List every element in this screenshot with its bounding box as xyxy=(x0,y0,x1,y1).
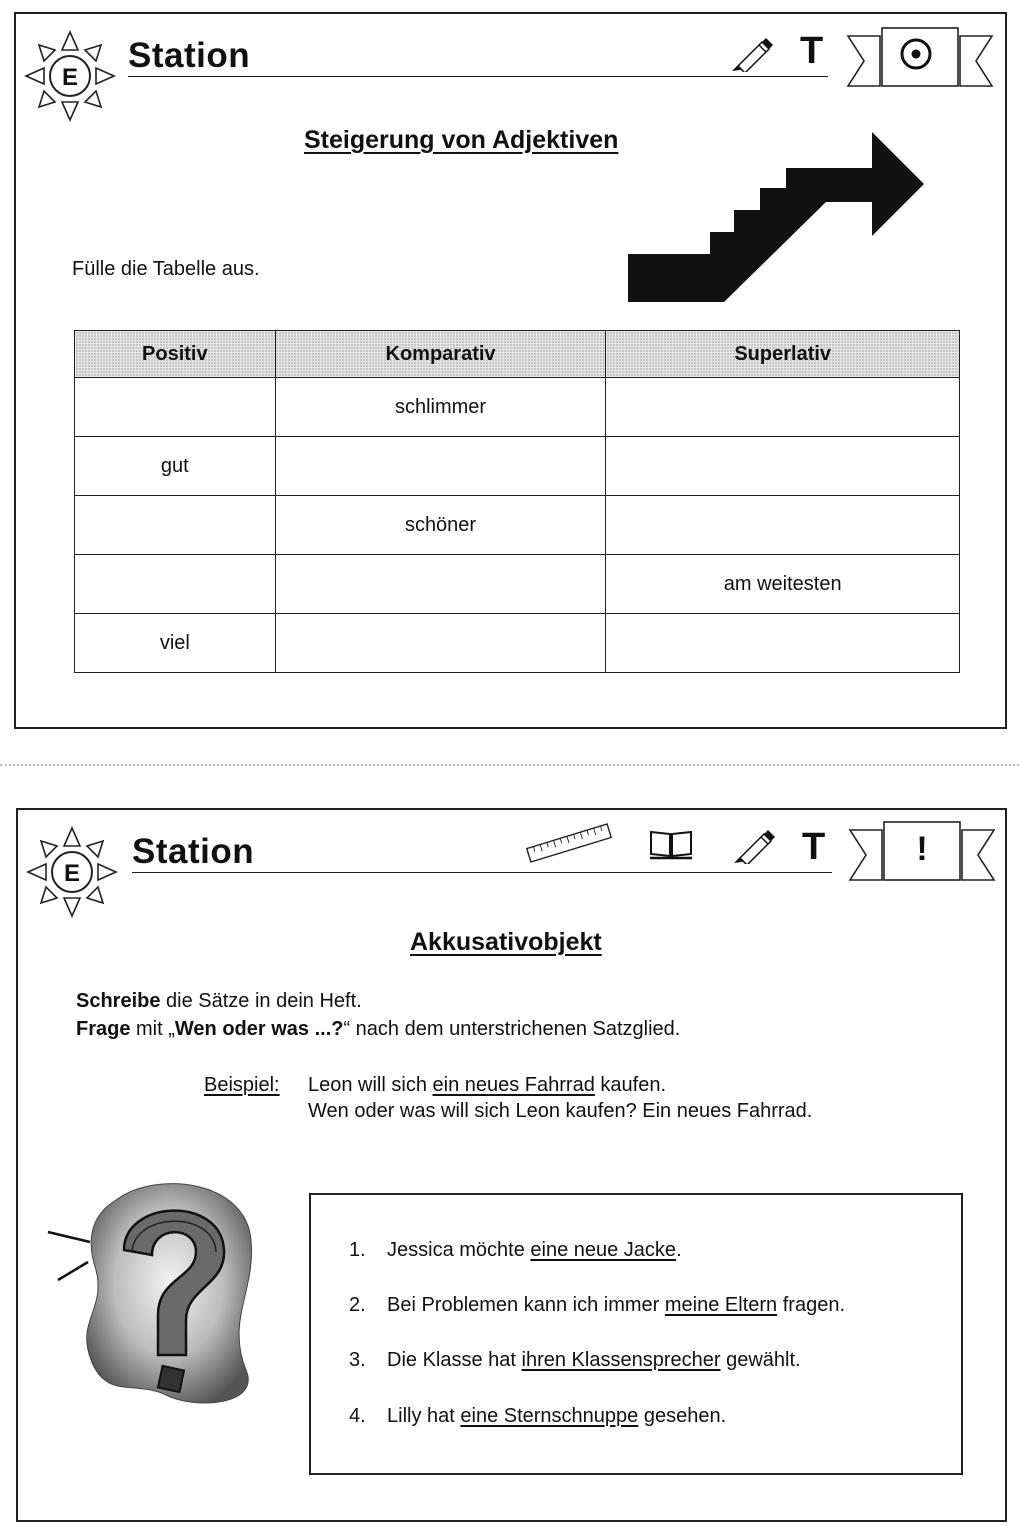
table-cell[interactable] xyxy=(75,496,276,555)
table-cell[interactable] xyxy=(606,614,960,673)
example-label: Beispiel: xyxy=(204,1074,280,1096)
ruler-icon xyxy=(524,820,614,866)
instruction-line-1: Schreibe die Sätze in dein Heft. xyxy=(76,990,362,1012)
column-header: Komparativ xyxy=(275,331,606,378)
table-cell[interactable]: viel xyxy=(75,614,276,673)
table-cell[interactable]: schlimmer xyxy=(275,378,606,437)
exercise-item: 4. Lilly hat eine Sternschnuppe gesehen. xyxy=(349,1405,727,1427)
table-cell[interactable] xyxy=(606,437,960,496)
table-cell[interactable] xyxy=(606,496,960,555)
table-cell[interactable] xyxy=(275,437,606,496)
sun-badge-icon xyxy=(24,824,120,920)
instruction-line-2: Frage mit „Wen oder was ...?“ nach dem unterstrichenen Satzglied. xyxy=(76,1018,681,1040)
instruction-text: Fülle die Tabelle aus. xyxy=(72,258,260,280)
exercise-item: 3. Die Klasse hat ihren Klassensprecher gewählt. xyxy=(349,1349,801,1371)
table-cell[interactable] xyxy=(606,378,960,437)
svg-text:E: E xyxy=(63,860,81,887)
example-line-2: Wen oder was will sich Leon kaufen? Ein neues Fahrrad. xyxy=(308,1100,813,1122)
stairs-arrow-icon xyxy=(628,132,924,304)
table-cell[interactable] xyxy=(75,555,276,614)
comparison-table xyxy=(74,330,960,673)
station-card-accusative xyxy=(16,808,1007,1522)
table-row xyxy=(75,378,960,437)
pencil-icon xyxy=(734,828,776,864)
card-heading: Steigerung von Adjektiven xyxy=(304,126,619,154)
title-rule xyxy=(128,76,828,77)
table-header-row xyxy=(75,331,960,378)
table-row xyxy=(75,614,960,673)
station-card-adjectives xyxy=(14,12,1007,729)
table-cell[interactable]: am weitesten xyxy=(606,555,960,614)
column-header: Superlativ xyxy=(606,331,960,378)
table-cell[interactable]: schöner xyxy=(275,496,606,555)
teacher-check-label: T xyxy=(800,30,824,72)
card-heading: Akkusativobjekt xyxy=(410,928,602,956)
column-header: Positiv xyxy=(75,331,276,378)
example-line-1: Leon will sich ein neues Fahrrad kaufen. xyxy=(308,1074,667,1096)
cut-line-divider xyxy=(0,764,1019,766)
exercise-box xyxy=(309,1193,963,1475)
table-cell[interactable] xyxy=(275,614,606,673)
exclamation-mark: ! xyxy=(916,830,928,868)
svg-text:E: E xyxy=(61,64,79,91)
table-cell[interactable] xyxy=(275,555,606,614)
station-title: Station xyxy=(128,36,251,75)
sun-badge-icon xyxy=(22,28,118,124)
question-mark-icon xyxy=(46,1170,286,1420)
station-title: Station xyxy=(132,832,255,871)
teacher-check-label: T xyxy=(802,826,826,868)
table-cell[interactable] xyxy=(75,378,276,437)
table-row xyxy=(75,496,960,555)
target-icon xyxy=(898,36,934,72)
exercise-item: 1. Jessica möchte eine neue Jacke. xyxy=(349,1239,682,1261)
table-row xyxy=(75,437,960,496)
pencil-icon xyxy=(732,36,774,72)
title-rule xyxy=(132,872,832,873)
table-row xyxy=(75,555,960,614)
book-icon xyxy=(648,828,694,860)
table-cell[interactable]: gut xyxy=(75,437,276,496)
exercise-item: 2. Bei Problemen kann ich immer meine Eltern fragen. xyxy=(349,1294,845,1316)
